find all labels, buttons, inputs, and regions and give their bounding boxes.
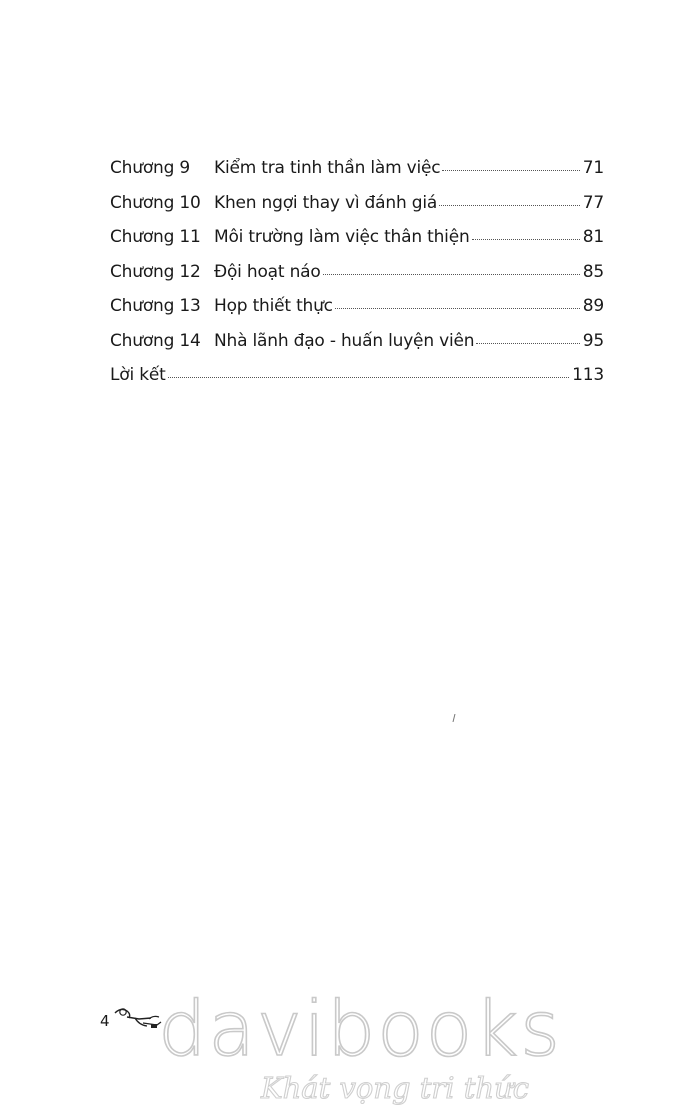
toc-chapter-title: Môi trường làm việc thân thiện (214, 227, 470, 247)
toc-page-number: 113 (572, 365, 604, 385)
toc-entry-chapter-14 (110, 331, 604, 366)
toc-chapter-title: Kiểm tra tinh thần làm việc (214, 158, 441, 178)
dot-leader (476, 343, 579, 344)
table-of-contents (110, 158, 604, 400)
dot-leader (323, 274, 580, 275)
toc-chapter-label: Chương 12 (110, 261, 201, 282)
svg-text:davibooks: davibooks (158, 984, 562, 1073)
toc-entry-chapter-11 (110, 227, 604, 262)
toc-page-number: 81 (582, 227, 604, 247)
toc-page-number: 89 (582, 296, 604, 316)
toc-chapter-title: Đội hoạt náo (214, 261, 321, 282)
stray-ink-mark (452, 714, 456, 722)
toc-chapter-label: Chương 14 (110, 330, 201, 351)
toc-chapter-title: Khen ngợi thay vì đánh giá (214, 192, 438, 213)
dot-leader (168, 377, 570, 378)
toc-page-number: 85 (582, 261, 604, 282)
toc-epilogue-title: Lời kết (110, 365, 166, 385)
dot-leader (439, 205, 580, 206)
toc-entry-epilogue (110, 365, 604, 400)
toc-chapter-title: Họp thiết thực (214, 296, 333, 316)
toc-page-number: 95 (582, 330, 604, 351)
page-number: 4 (100, 1012, 110, 1030)
toc-chapter-label: Chương 11 (110, 227, 201, 247)
toc-entry-chapter-9 (110, 158, 604, 193)
dot-leader (442, 170, 579, 171)
davibooks-watermark-logo (150, 970, 570, 1110)
toc-entry-chapter-10 (110, 193, 604, 228)
toc-entry-chapter-13 (110, 296, 604, 331)
dot-leader (472, 239, 580, 240)
toc-chapter-label: Chương 10 (110, 192, 201, 213)
toc-page-number: 71 (582, 158, 604, 178)
toc-entry-chapter-12 (110, 262, 604, 297)
toc-chapter-title: Nhà lãnh đạo - huấn luyện viên (214, 330, 475, 351)
toc-page-number: 77 (582, 192, 604, 213)
dot-leader (335, 308, 580, 309)
toc-chapter-label: Chương 9 (110, 158, 191, 178)
toc-chapter-label: Chương 13 (110, 296, 201, 316)
svg-text:Khát vọng tri thức: Khát vọng tri thức (260, 1071, 530, 1105)
